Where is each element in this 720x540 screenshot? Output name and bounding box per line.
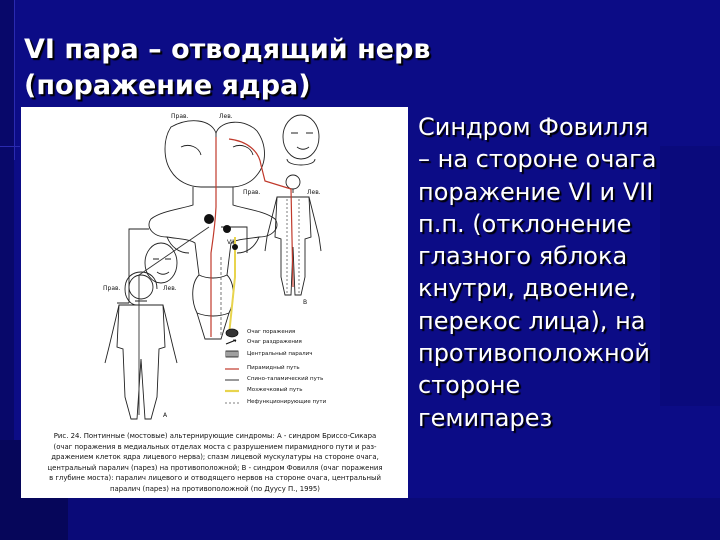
- bullet-line: перекос лица), на: [418, 306, 646, 335]
- bullet-line: кнутри, двоение,: [418, 274, 637, 303]
- bullet-line: противоположной: [418, 339, 651, 368]
- legend-item: Мозжечковый путь: [247, 387, 303, 393]
- figure-label: Прав.: [171, 113, 189, 120]
- background-line: [0, 146, 20, 147]
- legend-item: Очаг раздражения: [247, 339, 302, 345]
- bullet-line: гемипарез: [418, 403, 553, 432]
- caption-line: центральный паралич (парез) на противоположной; В - синдром Фовилля (очаг поражения: [47, 463, 383, 472]
- legend-item: Спино-таламический путь: [247, 376, 324, 382]
- bullet-line: – на стороне очага: [418, 145, 657, 174]
- figure-label: Лев.: [219, 113, 233, 120]
- bullet-line: п.п. (отклонение: [418, 209, 632, 238]
- slide-title-line: (поражение ядра): [24, 70, 311, 101]
- legend-item: Очаг поражения: [247, 329, 296, 335]
- slide-title: [24, 32, 664, 104]
- legend-item: Пирамидный путь: [247, 365, 300, 371]
- figure-label: А: [163, 412, 168, 419]
- caption-line: в глубине моста): паралич лицевого и отводящего нервов на стороне очага, центральный: [49, 474, 381, 483]
- caption-line: Рис. 24. Понтинные (мостовые) альтернирующие синдромы: А - синдром Бриссо-Сикара: [53, 432, 377, 440]
- bullet-line: глазного яблока: [418, 242, 628, 271]
- figure-label: Лев.: [163, 285, 177, 292]
- figure-label: В: [303, 299, 308, 306]
- caption-line: паралич (парез) на противоположной (по Дуусу П., 1995): [110, 484, 320, 493]
- figure-label: VII: [227, 239, 235, 246]
- figure-caption: [27, 431, 403, 495]
- bullet-text: [418, 111, 708, 434]
- background-block: [0, 498, 720, 540]
- bullet-square-icon: [395, 124, 406, 135]
- background-line: [14, 0, 15, 160]
- figure-label: Лев.: [307, 189, 321, 196]
- figure-label: Прав.: [103, 285, 121, 292]
- caption-line: (очаг поражения в медиальных отделах моста с разрушением пирамидного пути и раз-: [53, 442, 377, 451]
- figure-illustration: [21, 107, 408, 498]
- bullet-line: Синдром Фовилля: [418, 113, 649, 141]
- slide-title-line: VI пара – отводящий нерв: [24, 34, 431, 65]
- legend-item: Центральный паралич: [247, 351, 313, 357]
- legend-item: Нефункционирующие пути: [247, 399, 327, 405]
- bullet-line: поражение VI и VII: [418, 177, 654, 206]
- figure-label: Прав.: [243, 189, 261, 196]
- bullet-line: стороне: [418, 371, 521, 400]
- caption-line: дражением клеток ядра лицевого нерва); спазм лицевой мускулатуры на стороне очага,: [51, 453, 379, 462]
